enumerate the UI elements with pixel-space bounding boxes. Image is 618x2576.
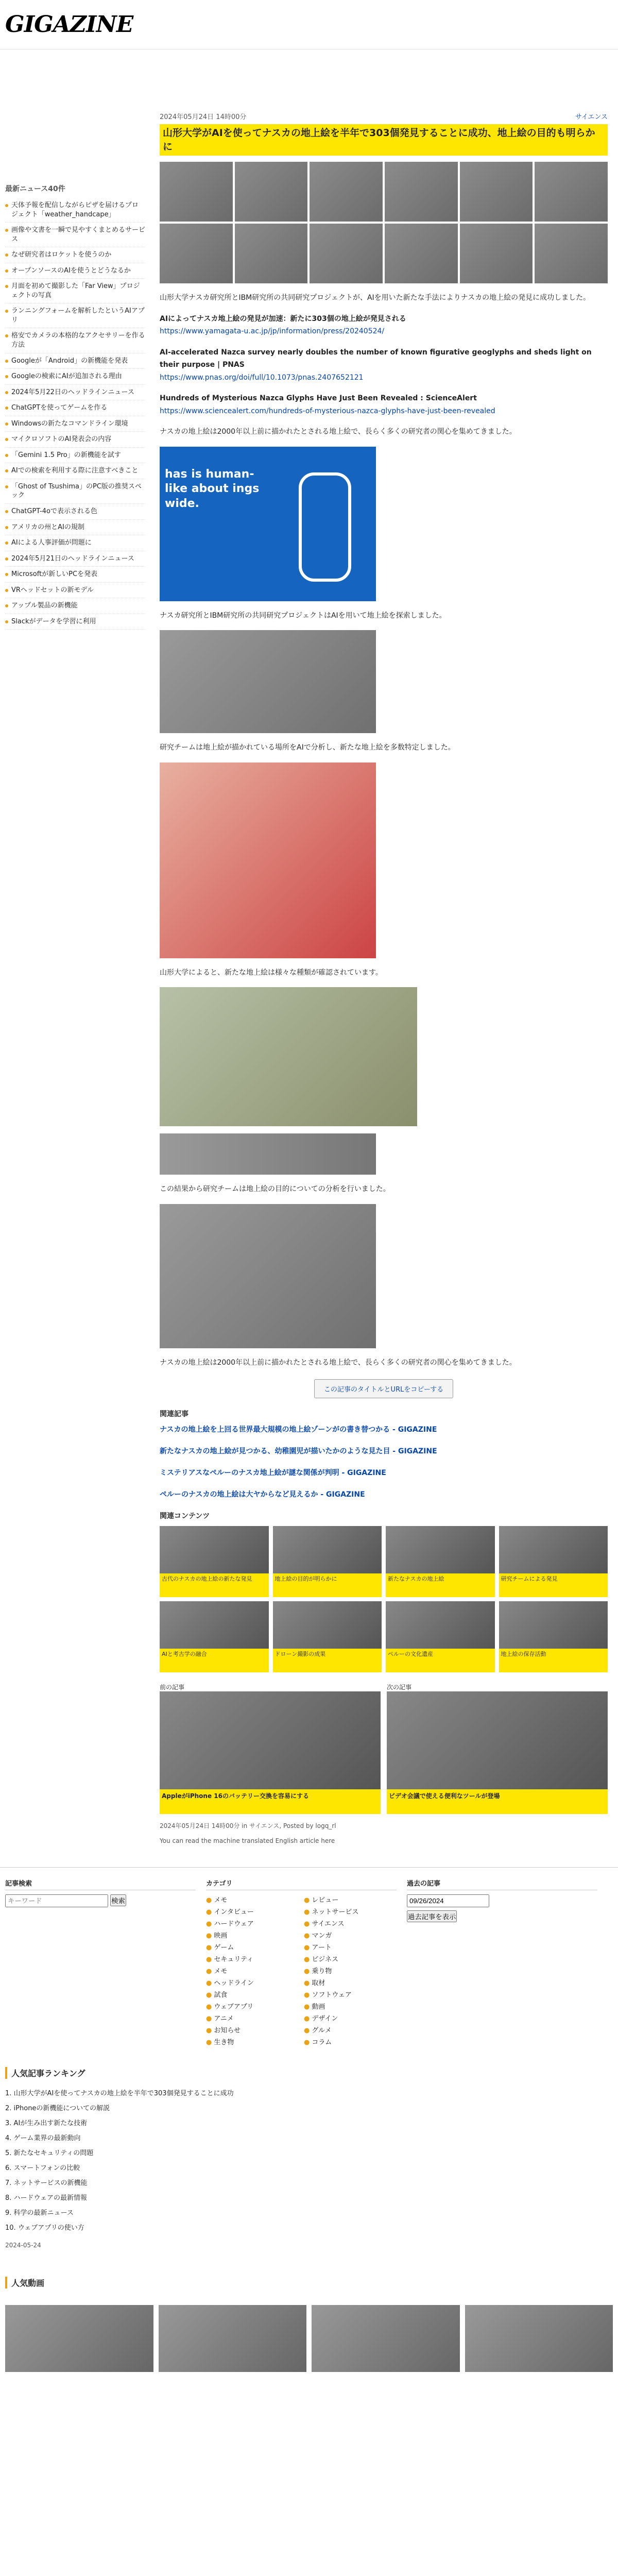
related-link[interactable]: 新たなナスカの地上絵が見つかる、幼稚園児が描いたかのような見た目 - GIGAZINE	[160, 1447, 437, 1456]
related-card[interactable]: AIと考古学の融合	[160, 1601, 269, 1672]
paragraph: ナスカ研究所とIBM研究所の共同研究プロジェクトはAIを用いて地上絵を探索しました。	[160, 611, 447, 620]
category-link[interactable]: ● アート	[304, 1942, 397, 1952]
sidebar-item[interactable]: Googleの検索にAIが追加される理由	[5, 369, 145, 385]
related-card[interactable]: 古代のナスカの地上絵の新たな発見	[160, 1526, 269, 1597]
category-link[interactable]: ● ハードウェア	[206, 1918, 299, 1928]
ranking-list	[5, 2085, 613, 2234]
article-image	[535, 162, 608, 222]
article-image	[310, 224, 383, 283]
related-card[interactable]: ドローン撮影の成果	[273, 1601, 382, 1672]
sidebar-list	[5, 198, 145, 630]
sidebar-item[interactable]: ランニングフォームを解析したというAIアプリ	[5, 303, 145, 328]
related-card[interactable]: 地上絵の目的が明らかに	[273, 1526, 382, 1597]
article-image	[385, 224, 458, 283]
ranking-item[interactable]: 6. スマートフォンの比較	[5, 2160, 613, 2175]
article-image	[460, 162, 533, 222]
ranking	[0, 2057, 618, 2266]
article-image	[160, 162, 233, 222]
date-input[interactable]	[407, 1894, 489, 1907]
search-heading: 記事検索	[5, 1878, 196, 1890]
source-link[interactable]: https://www.pnas.org/doi/full/10.1073/pnas.2407652121	[160, 373, 364, 382]
paragraph: 山形大学によると、新たな地上絵は様々な種類が確認されています。	[160, 968, 383, 977]
related-cards	[160, 1526, 608, 1672]
video-thumb[interactable]	[159, 2305, 307, 2372]
article-image	[385, 162, 458, 222]
sidebar-item[interactable]: 「Gemini 1.5 Pro」の新機能を試す	[5, 448, 145, 464]
category-link[interactable]: ● 動画	[304, 2001, 397, 2011]
article-image	[535, 224, 608, 283]
category-link[interactable]: ● ヘッドライン	[206, 1977, 299, 1987]
sidebar-item[interactable]: なぜ研究者はロケットを使うのか	[5, 247, 145, 263]
category-link[interactable]: ● インタビュー	[206, 1906, 299, 1916]
ranking-item[interactable]: 7. ネットサービスの新機能	[5, 2175, 613, 2190]
related-cards-heading: 関連コンテンツ	[160, 1512, 210, 1521]
ranking-item[interactable]: 8. ハードウェアの最新情報	[5, 2190, 613, 2205]
sidebar-item[interactable]: 2024年5月21日のヘッドラインニュース	[5, 551, 145, 567]
search-button[interactable]: 検索	[110, 1894, 126, 1906]
paragraph: 山形大学ナスカ研究所とIBM研究所の共同研究プロジェクトが、AIを用いた新たな手法によりナスカの地上絵の発見に成功しました。	[160, 294, 591, 302]
related-card[interactable]: 地上絵の保存活動	[499, 1601, 608, 1672]
video-thumbs	[0, 2305, 618, 2372]
related-link[interactable]: ナスカの地上絵を上回る世界最大規模の地上絵ゾーンがの書き替つかる - GIGAZINE	[160, 1426, 437, 1434]
sidebar-item[interactable]: Windowsの新たなコマンドライン環境	[5, 416, 145, 432]
sidebar-item[interactable]: 「Ghost of Tsushima」のPC版の推奨スペック	[5, 479, 145, 504]
sidebar-item[interactable]: アップル製品の新機能	[5, 598, 145, 614]
figure-image: has is human-like about ings wide.	[160, 447, 376, 601]
sidebar-item[interactable]: 2024年5月22日のヘッドラインニュース	[5, 385, 145, 401]
photo-strip	[160, 1133, 376, 1175]
sidebar-item[interactable]: オープンソースのAIを使うとどうなるか	[5, 263, 145, 279]
article-category[interactable]: サイエンス	[575, 113, 608, 121]
sidebar-item[interactable]: AIでの検索を利用する際に注意すべきこと	[5, 463, 145, 479]
ranking-heading: 人気記事ランキング	[5, 2067, 613, 2079]
category-link[interactable]: ● セキュリティ	[206, 1954, 299, 1963]
paragraph: ナスカの地上絵は2000年以上前に描かれたとされる地上絵で、長らく多くの研究者の関心を集めてきました。	[160, 1358, 517, 1367]
category-link[interactable]: ● マンガ	[304, 1930, 397, 1940]
ranking-date: 2024-05-24	[5, 2242, 41, 2249]
past-heading: 過去の記事	[407, 1878, 597, 1890]
sidebar-item[interactable]: アメリカの州とAIの規制	[5, 520, 145, 536]
related-card[interactable]: 研究チームによる発見	[499, 1526, 608, 1597]
quote-title: AIによってナスカ地上絵の発見が加速：新たに303個の地上絵が発見される	[160, 314, 406, 323]
video-thumb[interactable]	[465, 2305, 613, 2372]
category-link[interactable]: ● グルメ	[304, 2025, 397, 2035]
ranking-item[interactable]: 2. iPhoneの新機能についての解説	[5, 2100, 613, 2115]
ranking-item[interactable]: 4. ゲーム業界の最新動向	[5, 2130, 613, 2145]
article	[149, 49, 613, 1852]
sidebar-item[interactable]: 天体予報を配信しながらピザを届けるプロジェクト「weather_handcape」	[5, 198, 145, 223]
related-card[interactable]: ペルーの文化遺産	[386, 1601, 495, 1672]
photo	[160, 1204, 376, 1348]
category-link[interactable]: ● 乗り物	[304, 1965, 397, 1975]
site-header	[0, 0, 618, 49]
sidebar-item[interactable]: 月面を初めて撮影した「Far View」プロジェクトの写真	[5, 279, 145, 303]
article-image	[160, 224, 233, 283]
ranking-item[interactable]: 3. AIが生み出す新たな技術	[5, 2115, 613, 2130]
prev-next	[160, 1683, 608, 1814]
category-link[interactable]: ● サイエンス	[304, 1918, 397, 1928]
related-heading: 関連記事	[160, 1410, 188, 1419]
ranking-item[interactable]: 1. 山形大学がAIを使ってナスカの地上絵を半年で303個発見することに成功	[5, 2085, 613, 2100]
photo	[160, 630, 376, 733]
sidebar-item[interactable]: 画像や文書を一瞬で見やすくまとめるサービス	[5, 223, 145, 247]
category-list	[206, 1894, 397, 2046]
sidebar-item[interactable]: VRヘッドセットの新モデル	[5, 583, 145, 599]
sidebar-item[interactable]: Googleが「Android」の新機能を発表	[5, 353, 145, 369]
quote-title: AI-accelerated Nazca survey nearly doubles the number of known figurative geoglyphs and sheds light on their purpose | PNAS	[160, 348, 592, 369]
category-link[interactable]: ● アニメ	[206, 2013, 299, 2023]
article-image	[235, 162, 308, 222]
category-link[interactable]: ● ウェブアプリ	[206, 2001, 299, 2011]
category-link[interactable]: ● 取材	[304, 1977, 397, 1987]
video-heading: 人気動画	[5, 2277, 613, 2289]
sidebar	[0, 49, 149, 1852]
ranking-item[interactable]: 5. 新たなセキュリティの問題	[5, 2145, 613, 2160]
sidebar-item[interactable]: AIによる人事評価が問題に	[5, 535, 145, 551]
category-heading: カテゴリ	[206, 1878, 397, 1890]
article-footer: 2024年05月24日 14時00分 in サイエンス, Posted by logq_rl	[160, 1822, 336, 1830]
article-title: 山形大学がAIを使ってナスカの地上絵を半年で303個発見することに成功、地上絵の目的も明らかに	[160, 124, 608, 156]
paragraph: 研究チームは地上絵が描かれている場所をAIで分析し、新たな地上絵を多数特定しました。	[160, 743, 455, 752]
category-link[interactable]: ● 映画	[206, 1930, 299, 1940]
copy-title-button[interactable]: この記事のタイトルとURLをコピーする	[314, 1379, 453, 1398]
related-link[interactable]: ミステリアスなペルーのナスカ地上絵が謎な関係が判明 - GIGAZINE	[160, 1469, 386, 1478]
next-article[interactable]: 次の記事 ビデオ会議で使える便利なツールが登場	[387, 1683, 608, 1814]
sidebar-heading: 最新ニュース40件	[5, 185, 65, 193]
category-link[interactable]: ● 生き物	[206, 2037, 299, 2046]
category-link[interactable]: ● ソフトウェア	[304, 1989, 397, 1999]
category-link[interactable]: ● コラム	[304, 2037, 397, 2046]
site-logo[interactable]: GIGAZINE	[5, 11, 133, 38]
category-link[interactable]: ● レビュー	[304, 1894, 397, 1904]
paragraph: ナスカの地上絵は2000年以上前に描かれたとされる地上絵で、長らく多くの研究者の関心を集めてきました。	[160, 428, 517, 436]
sidebar-item[interactable]: 格安でカメラの本格的なアクセサリーを作る方法	[5, 328, 145, 353]
quote-title: Hundreds of Mysterious Nazca Glyphs Have Just Been Revealed : ScienceAlert	[160, 394, 477, 403]
article-image	[235, 224, 308, 283]
related-card[interactable]: 新たなナスカの地上絵	[386, 1526, 495, 1597]
map-figure	[160, 762, 376, 958]
category-link[interactable]: ● ビジネス	[304, 1954, 397, 1963]
image-grid	[160, 162, 608, 283]
ranking-item[interactable]: 9. 科学の最新ニュース	[5, 2205, 613, 2219]
source-link[interactable]: https://www.yamagata-u.ac.jp/jp/information/press/20240524/	[160, 327, 385, 336]
article-image	[310, 162, 383, 222]
terrain-figure	[160, 987, 417, 1126]
ranking-item[interactable]: 10. ウェブアプリの使い方	[5, 2219, 613, 2234]
category-link[interactable]: ● 試食	[206, 1989, 299, 1999]
paragraph: この結果から研究チームは地上絵の目的についての分析を行いました。	[160, 1185, 390, 1194]
category-link[interactable]: ● ゲーム	[206, 1942, 299, 1952]
search-input[interactable]	[5, 1894, 108, 1907]
past-button[interactable]: 過去記事を表示	[407, 1910, 457, 1922]
bottom-nav	[0, 1867, 618, 2057]
related-link[interactable]: ペルーのナスカの地上絵は大ヤからなど見えるか - GIGAZINE	[160, 1490, 365, 1499]
prev-article[interactable]: 前の記事 AppleがiPhone 16のバッテリー交換を容易にする	[160, 1683, 381, 1814]
sidebar-item[interactable]: ChatGPT-4oで表示される色	[5, 504, 145, 520]
category-link[interactable]: ● お知らせ	[206, 2025, 299, 2035]
english-link[interactable]: You can read the machine translated English article here	[160, 1837, 335, 1845]
article-date: 2024年05月24日 14時00分	[160, 113, 247, 121]
article-image	[460, 224, 533, 283]
category-link[interactable]: ● デザイン	[304, 2013, 397, 2023]
sidebar-item[interactable]: マイクロソフトのAI発表会の内容	[5, 432, 145, 448]
sidebar-item[interactable]: Microsoftが新しいPCを発表	[5, 567, 145, 583]
source-link[interactable]: https://www.sciencealert.com/hundreds-of-mysterious-nazca-glyphs-have-just-been-revealed	[160, 406, 495, 415]
category-link[interactable]: ● ネットサービス	[304, 1906, 397, 1916]
sidebar-item[interactable]: ChatGPTを使ってゲームを作る	[5, 400, 145, 416]
video-thumb[interactable]	[312, 2305, 460, 2372]
category-link[interactable]: ● メモ	[206, 1894, 299, 1904]
video-thumb[interactable]	[5, 2305, 153, 2372]
sidebar-item[interactable]: Slackがデータを学習に利用	[5, 614, 145, 630]
category-link[interactable]: ● メモ	[206, 1965, 299, 1975]
